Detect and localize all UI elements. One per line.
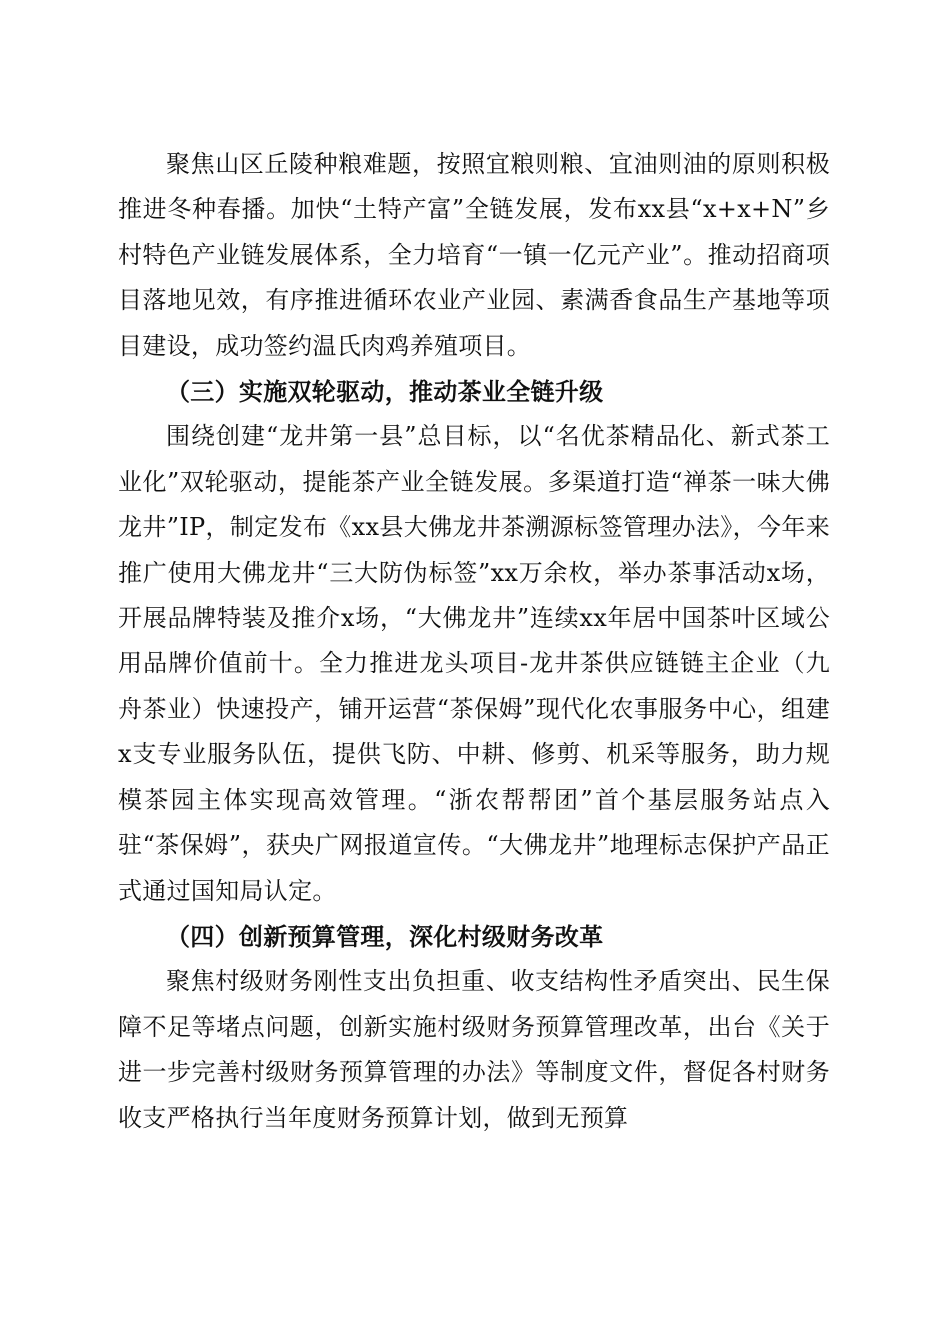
paragraph-tea-industry: 围绕创建“龙井第一县”总目标，以“名优茶精品化、新式茶工业化”双轮驱动，提能茶产业全链发展。多渠道打造“禅茶一味大佛龙井”IP，制定发布《xx县大佛龙井茶溯源标签管理办法》，今年来推广使用大佛龙井“三大防伪标签”xx万余枚，举办茶事活动x场，开展品牌特装及推介x场，“大佛龙井”连续xx年居中国茶叶区域公用品牌价值前十。全力推进龙头项目-龙井茶供应链链主企业（九舟茶业）快速投产，铺开运营“茶保姆”现代化农事服务中心，组建x支专业服务队伍，提供飞防、中耕、修剪、机采等服务，助力规模茶园主体实现高效管理。“浙农帮帮团”首个基层服务站点入驻“茶保姆”，获央广网报道宣传。“大佛龙井”地理标志保护产品正式通过国知局认定。 xyxy=(118,422,830,905)
document-body xyxy=(118,142,830,1141)
paragraph-village-finance: 聚焦村级财务刚性支出负担重、收支结构性矛盾突出、民生保障不足等堵点问题，创新实施村级财务预算管理改革，出台《关于进一步完善村级财务预算管理的办法》等制度文件，督促各村财务收支严格执行当年度财务预算计划，做到无预算 xyxy=(118,967,830,1132)
section-heading-4: （四）创新预算管理，深化村级财务改革 xyxy=(166,921,604,951)
section-heading-3: （三）实施双轮驱动，推动茶业全链升级 xyxy=(166,377,604,407)
paragraph-grain-oil: 聚焦山区丘陵种粮难题，按照宜粮则粮、宜油则油的原则积极推进冬种春播。加快“土特产富”全链发展，发布xx县“x+x+N”乡村特色产业链发展体系，全力培育“一镇一亿元产业”。推动招商项目落地见效，有序推进循环农业产业园、素满香食品生产基地等项目建设，成功签约温氏肉鸡养殖项目。 xyxy=(118,150,830,360)
